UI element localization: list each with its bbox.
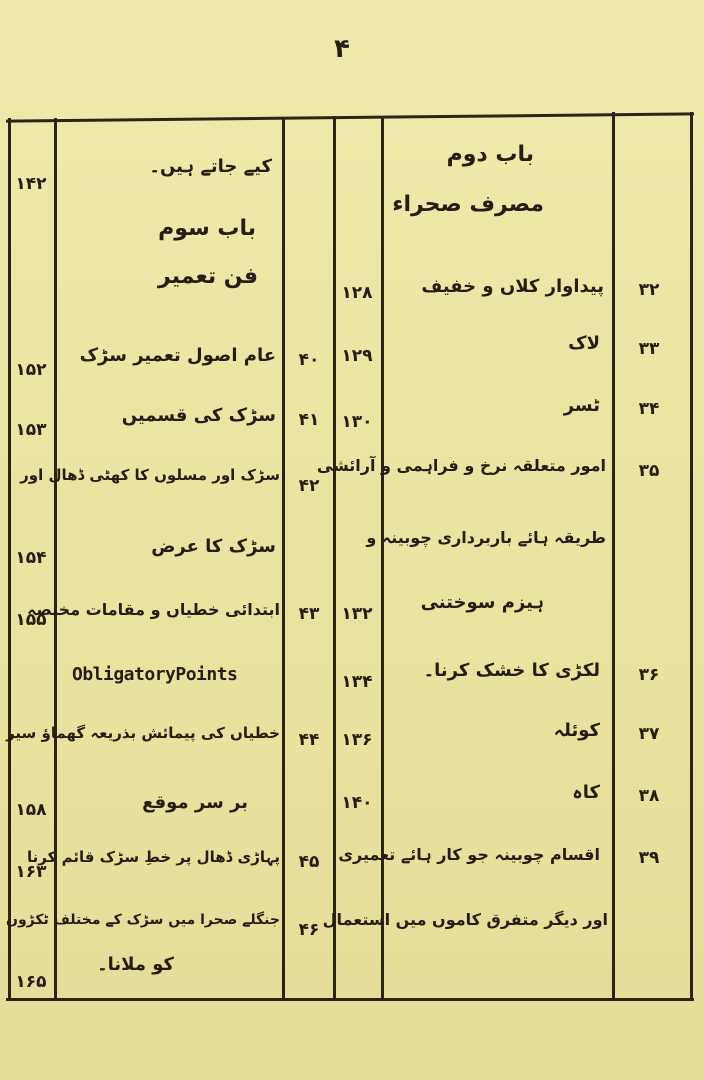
item-number: ۳۹ [638,848,660,868]
entry-text: عام اصول تعمیر سڑک [79,345,276,366]
entry-text: پیداوار کلاں و خفیف [421,276,604,297]
entry-text: ہیزم سوختنی [420,592,544,613]
column-divider [333,116,336,998]
item-number: ۴۴ [298,730,320,750]
entry-text: سڑک کا عرض [151,536,276,557]
item-number: ۳۲ [638,280,660,300]
entry-page: ۱۵۲ [15,360,47,380]
entry-page: ۱۲۸ [341,283,373,303]
entry-page: ۱۴۲ [15,174,47,194]
column-divider [54,118,57,998]
item-number: ۳۸ [638,786,660,806]
entry-text: کو ملانا۔ [97,954,174,975]
item-number: ۴۶ [298,920,320,940]
item-number: ۴۳ [298,604,320,624]
entry-page: ۱۵۳ [15,420,47,440]
column-divider [282,118,285,998]
item-number: ۴۵ [298,852,320,872]
entry-page: ۱۵۵ [15,610,47,630]
column-divider [381,116,384,998]
entry-page: ۱۳۲ [341,604,373,624]
entry-page: ۱۶۵ [15,972,47,992]
entry-page: ۱۵۸ [15,800,47,820]
item-number: ۴۱ [298,410,320,430]
english-term: ObligatoryPoints [72,664,238,685]
entry-text: بر سر موقع [142,792,248,813]
entry-text: سڑک اور مسلوں کا کھٹی ڈھال اور [20,466,280,484]
entry-text: ابتدائی خطیاں و مقامات مختصہ [26,600,280,619]
item-number: ۳۷ [638,724,660,744]
entry-text: امور متعلقہ نرخ و فراہمی و آرائشی [316,456,606,475]
entry-text: پہاڑی ڈھال پر خطِ سڑک قائم کرنا [27,848,280,866]
item-number: ۴۲ [298,476,320,496]
item-number: ۳۳ [638,339,660,359]
entry-text: خطیاں کی پیمائش بذریعہ گھماؤ سیر [6,724,280,742]
entry-page: ۱۳۰ [341,412,373,432]
entry-text: لاک [568,333,600,354]
table-top-rule [6,112,694,122]
item-number: ۳۵ [638,461,660,481]
entry-text: کاہ [572,782,600,803]
entry-text: کوئلہ [553,720,600,741]
chapter-subtitle: مصرف صحراء [392,192,544,217]
continuation-line: کیے جاتے ہیں۔ [149,156,272,177]
entry-text: اور دیگر متفرق کاموں میں استعمال [322,910,608,929]
page-number: ۴ [334,34,350,64]
entry-page: ۱۴۰ [341,793,373,813]
column-divider [612,112,615,998]
table-border-left [8,118,11,998]
item-number: ۳۴ [638,399,660,419]
table-bottom-rule [6,998,694,1001]
entry-text: طریقہ ہائے باربرداری چوبینہ و [366,528,606,547]
chapter-heading: باب سوم [158,216,256,241]
table-border-right [690,112,693,998]
entry-text: جنگلے صحرا میں سڑک کے مختلف ٹکڑوں [6,912,280,928]
entry-text: ٹسر [563,395,600,416]
entry-text: سڑک کی قسمیں [121,405,276,426]
entry-page: ۱۳۴ [341,672,373,692]
item-number: ۴۰ [298,350,320,370]
chapter-subtitle: فن تعمیر [158,264,258,289]
entry-page: ۱۵۴ [15,548,47,568]
entry-text: اقسام چوبینہ جو کار ہائے تعمیری [338,845,600,864]
entry-text: لکڑی کا خشک کرنا۔ [423,660,600,681]
entry-page: ۱۶۳ [15,862,47,882]
chapter-heading: باب دوم [446,142,534,167]
item-number: ۳۶ [638,665,660,685]
entry-page: ۱۳۶ [341,730,373,750]
entry-page: ۱۲۹ [341,346,373,366]
